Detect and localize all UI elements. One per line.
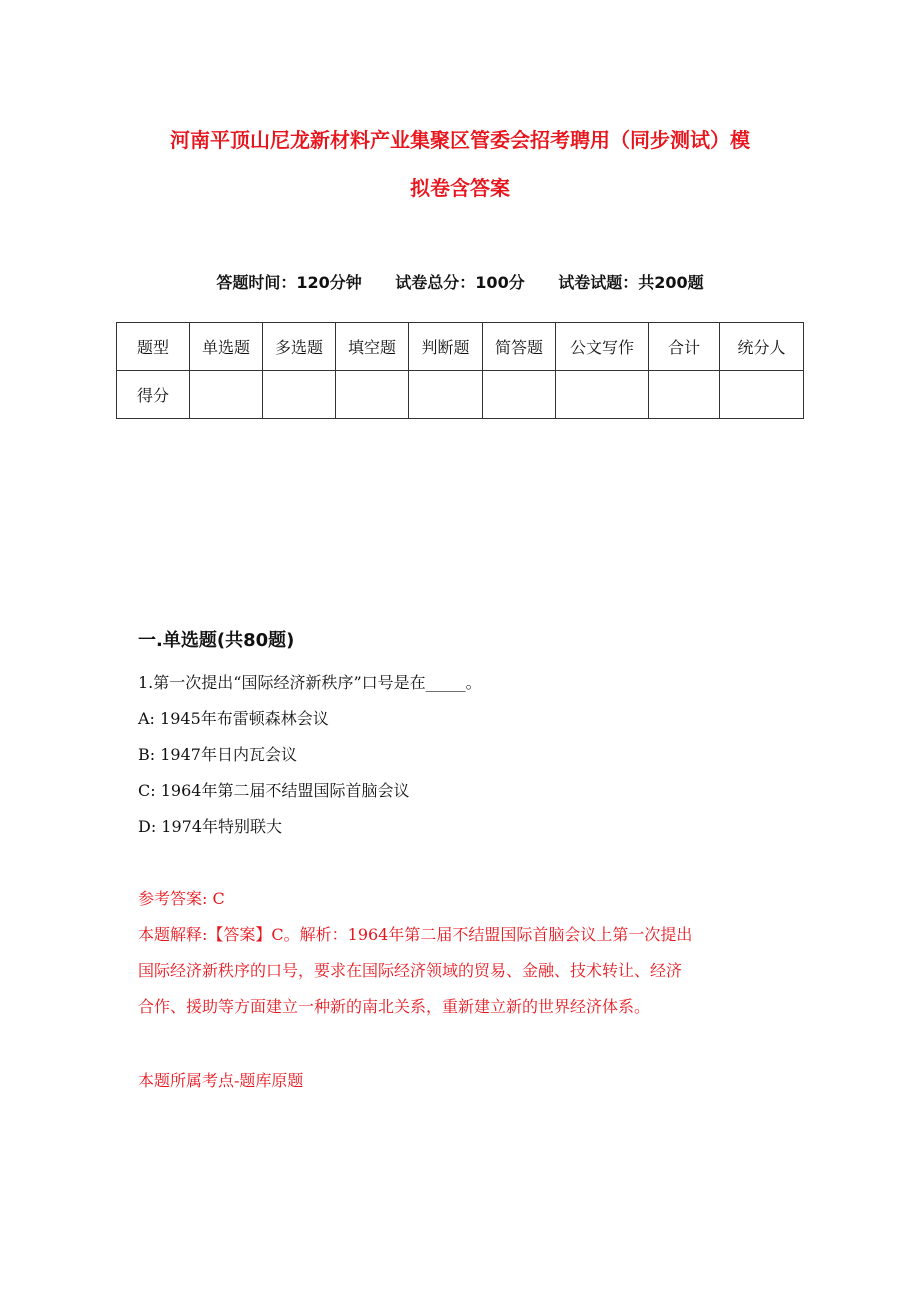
header-cell: 统分人 <box>720 323 804 371</box>
explanation-line-3: 合作、援助等方面建立一种新的南北关系，重新建立新的世界经济体系。 <box>138 997 651 1016</box>
header-cell: 判断题 <box>409 323 483 371</box>
exam-meta <box>0 270 920 293</box>
score-cell <box>263 371 336 419</box>
table-header-row <box>117 323 804 371</box>
exam-question-count: 试卷试题：共200题 <box>558 273 704 292</box>
header-cell: 公文写作 <box>556 323 649 371</box>
question-source: 本题所属考点-题库原题 <box>138 1071 304 1090</box>
score-table <box>116 322 804 419</box>
score-cell <box>649 371 720 419</box>
score-cell <box>409 371 483 419</box>
doc-title-line-2: 拟卷含答案 <box>410 176 510 200</box>
option-a: A: 1945年布雷顿森林会议 <box>138 709 329 728</box>
score-cell <box>483 371 556 419</box>
table-row <box>117 371 804 419</box>
section-heading: 一.单选题(共80题) <box>138 630 295 651</box>
question-stem: 1.第一次提出“国际经济新秩序”口号是在_____。 <box>138 673 482 692</box>
score-cell <box>556 371 649 419</box>
row-label: 得分 <box>117 371 190 419</box>
score-cell <box>336 371 409 419</box>
explanation-line-2: 国际经济新秩序的口号，要求在国际经济领域的贸易、金融、技术转让、经济 <box>138 961 683 980</box>
score-cell <box>190 371 263 419</box>
exam-total-score: 试卷总分：100分 <box>395 273 525 292</box>
header-cell: 多选题 <box>263 323 336 371</box>
header-cell: 题型 <box>117 323 190 371</box>
option-c: C: 1964年第二届不结盟国际首脑会议 <box>138 781 410 800</box>
answer: 参考答案: C <box>138 889 225 908</box>
exam-time: 答题时间：120分钟 <box>216 273 362 292</box>
header-cell: 简答题 <box>483 323 556 371</box>
header-cell: 填空题 <box>336 323 409 371</box>
score-cell <box>720 371 804 419</box>
option-b: B: 1947年日内瓦会议 <box>138 745 297 764</box>
doc-title-line-1: 河南平顶山尼龙新材料产业集聚区管委会招考聘用（同步测试）模 <box>170 128 750 152</box>
option-d: D: 1974年特别联大 <box>138 817 283 836</box>
explanation-line-1: 本题解释:【答案】C。解析：1964年第二届不结盟国际首脑会议上第一次提出 <box>138 925 693 944</box>
header-cell: 合计 <box>649 323 720 371</box>
header-cell: 单选题 <box>190 323 263 371</box>
